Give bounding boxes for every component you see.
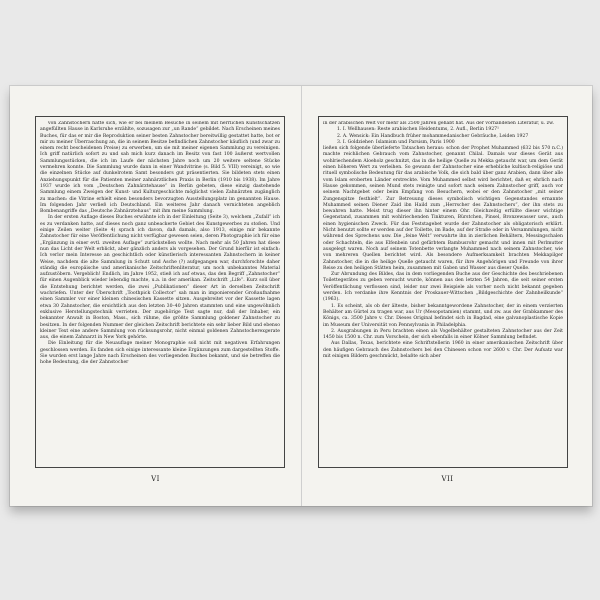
book-spread [10,86,592,506]
page-number-right: VII [441,475,454,483]
right-paragraph: in der arabischen Welt vor mehr als 2500 Jahren gehabt hat. Aus der vorhandenen Literatur, u. zw. [323,121,554,126]
page-number-left: VI [151,475,160,483]
right-text-frame [318,116,568,468]
right-paragraph: Aus Dallas, Texas, berichtete eine Schriftstellerin 1960 in einer amerikanischen Zeitschrift über den häufigen Gebrauch des Zahnstochers bei den Chinesen schon vor 2600 v. Chr. Der Aufsatz war mit einigen Bildern geschmückt, belaßte sich aber [323,341,563,359]
left-paragraph: von Zahnstochern hatte sich, wie er bei meinem Besuche in seinem mit herrlichen Kunstschätzen angefüllten Hause in Karlsruhe erzählte, sozusagen zur „un Rande“ gebildet. Nach Erscheinen meines Buches, für das er mir die Reproduktion seiner besten Zahnstocher bereitwillig gestattet hatte, bot er mir zu meiner Überraschung an, die in seinem Besitze befindlichen Zahnstocher käuflich (und zwar zu einem recht bescheidenen Preise) zu erwerben, um sie mit meiner eigenen Sammlung zu vereinigen. Ich griff natürlich sofort zu und sah mich kurz danach im Besitz von fast 100 äußerst wertvollen Sammlungsstücken, die ich im Laufe der nächsten Jahre noch um 20 weitere seltene Stücke vermehren konnte. Die Sammlung wurde dann in einer Wandvitrine (s. Bild 5. VIII) vereinigt, so wie die einzelnen Stücke auf dunkelrotem Samt besonders gut präsentierten. Sie bildeten stets einen Anziehungspunkt für die Patienten meiner zahnärztlichen Praxis in Berlin (1910 bis 1938). Im Jahre 1937 wurde ich vom „Deutschen Zahnärztehause“ in Berlin gebeten, diese einzig dastehende Sammlung einem Zweigen der Kunst- und Kulturgeschichte möglichst vielen Zahnärzten zugänglich zu machen: die Vitrine erhielt einen besonders bevorzugten Ausstellungsplatz im genannten Hause. Im folgenden Jahr verließ ich Deutschland. Ein weiteres Jahr danach vernichteten angeblich Bombenangriffe das „Deutsche Zahnärztehaus“ mit ihm meine Sammlung. [40,121,280,215]
left-page [10,86,301,506]
right-paragraph: 1. Es scheint, als ob der älteste, bisher bekanntgewordene Zahnstocher, der in einem verzierten Behälter am Gürtel zu tragen war, aus Ur (Mesopotamien) stammt, und zw. aus der Grabkammer des Königs, ca. 3500 Jahre v. Chr. Dieses Original befindet sich in Bagdad, eine galvanoplastische Kopie im Museum der Universität von Pennsylvania in Philadelphia. [323,303,563,328]
right-text-block [323,121,563,463]
right-paragraph: 2. Ausgrabungen in Peru brachten einen als Vogelbehälter gestalteten Zahnstocher aus der Zeit 1450 bis 1500 n. Chr. zum Vorschein, der sich ebenfalls in einer Kölner Sammlung befindet. [323,328,563,341]
right-paragraph: Zur Abrundung des Bildes, das in dem vorliegenden Buche aus der Geschichte des beschriebenen Toilettegerätes zu geben versucht wurde, können aus den letzten 54 Jahren, die seit seiner ersten Veröffentlichung verflossen sind, leider nur zwei Beispiele als vorher noch nicht bekannt gegeben werden. Ich verdanke ihre Kenntnis der Proskauer-Wittschen „Bildgeschichte der Zahnheilkunde“ (1963). [323,272,563,303]
left-text-frame [35,116,285,468]
right-paragraph: ließen sich folgende überlieferte Tatsachen heraus: schon der Prophet Muhammed (632 bis 570 n.C.) machte reichlichen Gebrauch vom Zahnstocher, genannt Chilal. Damals war dieses Gerät aus wohlriechendem Aloeholz geschnitzt, das in die heilige Quelle zu Mekka getaucht war, um dem Gerät einen höheren Wert zu verleihen. So gewann der Zahnstocher eine erhebliche kultisch-religiöse und rituell symbolische Bedeutung für das arabische Volk, die sich bald über ganz Arabien, dann über alle vom Islam eroberten Länder erstreckte. Vom Muhammed selbst wird berichtet, daß er, ehrlich nach Hause gekommen, seinen Mund stets reinigte und sofort nach seinem Zahnstocher griff, auch vor seinem Nachtgebet oder beim Empfang von Besuchern, wobei er den Zahnstocher „mit seiner Zungenspitze festhielt“. Zur Betreuung dieses symbolisch wichtigen Gegenstandes ernannte Muhammed seinen Diener Zaid ibn Haild zum „Herrscher des Zahnstochers“, der ihn stets zu bewahren hatte. Meist trug dieser ihn hinter einem Ohr. Gleichzeitig erfüllte dieser wichtige Gegenstand, zusammen mit wohlriechenden Tinkturen, Bürstchen, Pinsel, Bronzewasser usw., auch einen hygienischen Zweck. Für das Feststagebet wurde der Zahnstocher als obligatorisch erklärt. Nicht benutzt sollte er werden auf der Toilette, im Bade, auf der Straße oder in Versammlungen, nicht während des Sprechens usw. Die „feine Welt“ verwahrte ihn in zierlichen Behältern, Messingschalen oder Schachteln, die aus Elfenbein und gefärbtem Bambusrohr gemacht und innen mit Perlmutter ausgelegt waren. Noch auf seinem Totenbette verlangte Muhammed nach seinem Zahnstocher, wie von mehreren Quellen berichtet wird. Als besondere Aufmerksamkeit brachten Mekkapilger Zahnstocher, die in die heilige Quelle getaucht waren, für ihre Angehörigen und Freunde von ihrer Reise zu den heiligen Stätten heim, zusammen mit Gaben und Wasser aus dieser Quelle. [323,146,563,271]
left-text-block [40,121,280,463]
reference-entry: 1. I. Wellhausen: Reste arabischen Heidentums, 2. Aufl., Berlin 1927¹ [337,127,499,133]
left-paragraph: Die Einleitung für die Neuauflage meiner Monographie soll nicht mit negativen Erfahrungen geschlossen werden. Es fanden sich einige interessante kleine Ergänzungen zum dargestellten Stoffe. Sie wurden erst lange Jahre nach Erscheinen des vorliegenden Buches bekannt, und sie betreffen die hohe Bedeutung, die der Zahnstocher [40,341,280,366]
right-page [301,86,593,506]
reference-entry: 2. A. Wensick: Ein Handbuch früher mohammedanischer Gebräuche, Leiden 1927 [337,133,529,139]
left-paragraph: In der ersten Auflage dieses Buches erwähnte ich in der Einleitung (Seite 3), welchem „Zufall“ ich es zu verdanken hatte, auf dieses noch ganz unbeackerte Gebiet des Kunstgewerbes zu stoßen. Und einige Zeilen weiter (Seite 4) sprach ich davon, daß damals, also 1913, einige mir bekannte Zahnstocher für eine Veröffentlichung nicht verfügbar gewesen seien, deren Photographie ich für eine „Ergänzung in einer evtl. zweiten Auflage“ zurückstellen wollte. Nach mehr als 50 Jahren hat diese nun das Licht der Welt erblickt, aber gänzlich anders als vorgesehen. Der Grund hierfür ist einfach: Ich verlor mein Interesse an geschichtlich oder künstlerisch interessanten Zahnstochern in keiner Weise, nachdem die alte Sammlung in Schutt und Asche (?) aufgegangen war, durchforschte daher ständig die europäische und amerikanische Zeitschriftenliteratur, um noch unbekanntes Material aufzustöbern. Vergeblich! Endlich, im Jahre 1952, stieß ich auf etwas, das den Begriff „Zahnstocher“ für einen Augenblick wieder lebendig machte, u.a. in der amerikan. Zeitschrift „Life“. Kurz soll über die Entstehung berichtet werden, die zwei „Publikationen“ dieser Art in derselben Zeitschrift wachriefen. Unter der Überschrift „Toothpick Collector“ sah man in imponierender Großaufnahme einen Sammler vor einer kleinen chinesischen Kassette sitzen. Ausgebreitet vor der Kassette lagen etwa 30 Zahnstocher, die ersichtlich aus den letzten 30–40 Jahren stammten und eine ungewöhnlich exklusive Herstellungstechnik verrieten. Der zugehörige Text sagte nur, daß der Inhaber, ein bekannter Anwalt in Boston, Mass., sich rühme, die größte Sammlung goldener Zahnstocher zu besitzen. In der folgenden Nummer der gleichen Zeitschrift berichtete ein sehr lieber Bild und ebenso kleiner Text eine andere Sammlung von rücksungsrohr, nicht einmal goldenen Zahnstocherexgerate aus, die einem Zahnarzt in New York gehörte. [40,215,280,341]
reference-entry: 3. I. Goldzieher: Islamism und Parsism, Paris 1900 [337,139,455,145]
